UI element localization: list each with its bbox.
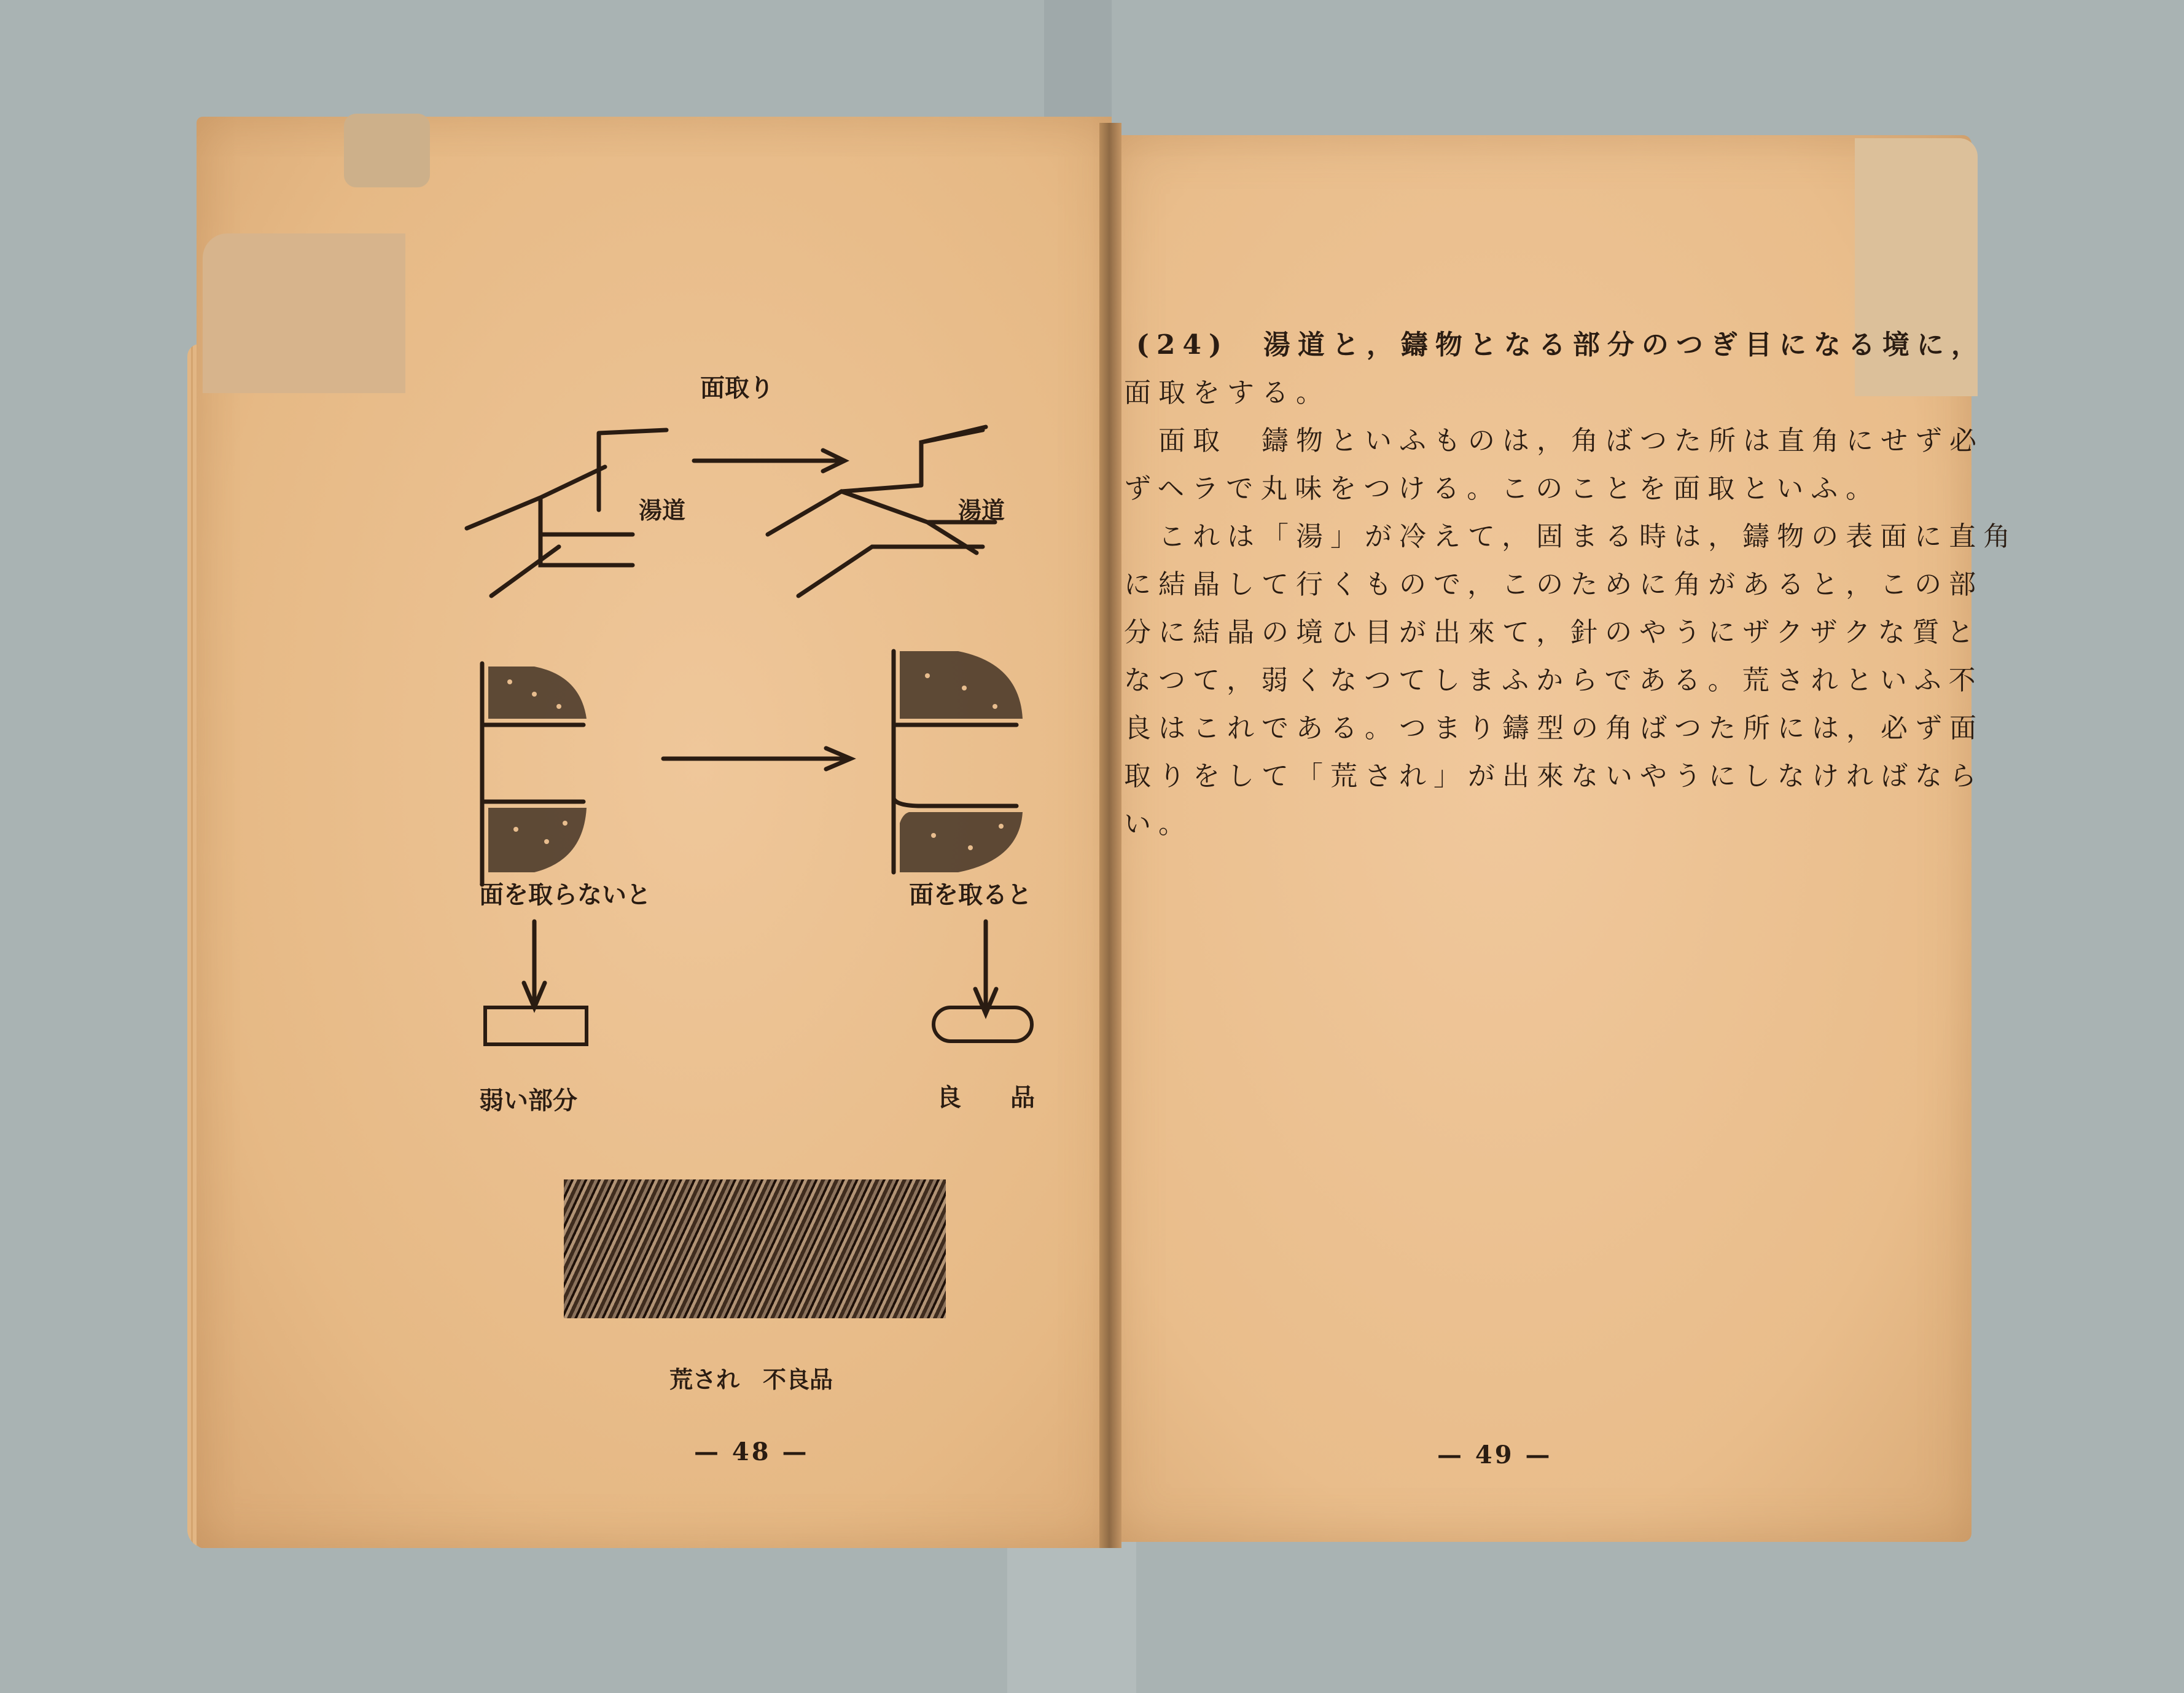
runner-sketch-left — [467, 430, 666, 596]
defect-photo — [564, 1179, 946, 1318]
arrow-down-right — [975, 921, 996, 1014]
arrow-top — [694, 450, 844, 471]
stipple-right-bottom — [900, 812, 1023, 872]
figure-title: 面取り — [700, 374, 774, 402]
no-chamfer-label: 面を取らないと — [479, 881, 651, 909]
with-chamfer-label: 面を取ると — [909, 881, 1032, 909]
stipple-right-top — [900, 651, 1023, 719]
weak-bar — [485, 1007, 587, 1044]
page-number-left: — 48 — — [694, 1437, 809, 1466]
text-line: 良はこれである。つまり鑄型の角ばつた所には，必ず面 — [1124, 713, 1984, 744]
stipple-left-bottom — [488, 808, 587, 872]
text-line: なつて，弱くなつてしまふからである。荒されといふ不 — [1124, 665, 1983, 696]
text-line: 分に結晶の境ひ目が出來て，針のやうにザクザクな質と — [1124, 617, 1981, 648]
text-line: 面取 鑄物といふものは，角ばつた所は直角にせず必 — [1124, 425, 1984, 456]
runner-label-left: 湯道 — [639, 497, 686, 524]
text-line: (24) 湯道と，鑄物となる部分のつぎ目になる境に， — [1136, 329, 1986, 361]
page-number-right: — 49 — — [1437, 1441, 1553, 1469]
text-line: い。 — [1124, 808, 1193, 840]
stipple-left-top — [488, 667, 587, 719]
runner-label-right: 湯道 — [958, 497, 1005, 524]
photo-caption: 荒され 不良品 — [669, 1366, 833, 1393]
good-bar — [934, 1007, 1032, 1041]
text-line: ずヘラで丸味をつける。このことを面取といふ。 — [1124, 473, 1881, 504]
weak-part-label: 弱い部分 — [479, 1087, 577, 1115]
good-product-label: 良 品 — [937, 1084, 1047, 1112]
text-line: 取りをして「荒され」が出來ないやうにしなければなら — [1124, 760, 1984, 792]
text-line: に結晶して行くもので，このために角があると，この部 — [1124, 569, 1984, 600]
text-line: これは「湯」が冷えて，固まる時は，鑄物の表面に直角 — [1124, 521, 2018, 552]
arrow-middle — [663, 748, 851, 769]
text-line: 面取をする。 — [1124, 377, 1330, 409]
arrow-down-left — [524, 921, 545, 1007]
